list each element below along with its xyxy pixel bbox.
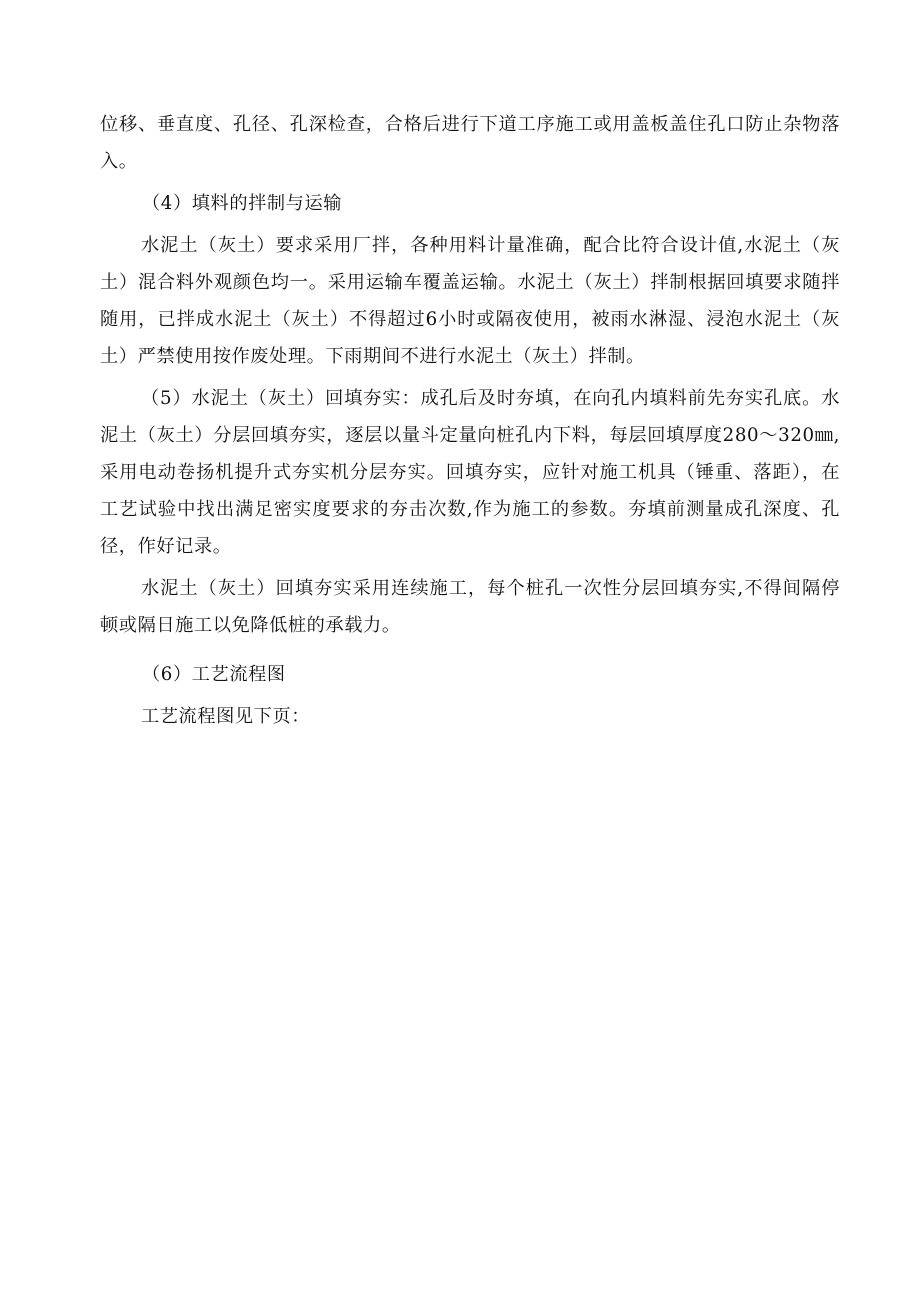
paragraph-hole-inspection: 位移、垂直度、孔径、孔深检查，合格后进行下道工序施工或用盖板盖住孔口防止杂物落入。 [100, 114, 840, 172]
paragraph-backfill-compaction: （5）水泥土（灰土）回填夯实：成孔后及时夯填，在向孔内填料前先夯实孔底。水泥土（灰土）分层回填夯实，逐层以量斗定量向桩孔内下料，每层回填厚度280～320㎜,采用电动卷扬机提升式夯实机分层夯实。回填夯实，应针对施工机具（锤重、落距），在工艺试验中找出满足密实度要求的夯击次数,作为施工的参数。夯填前测量成孔深度、孔径，作好记录。 [100, 388, 840, 557]
section-heading-6: （6）工艺流程图 [142, 664, 286, 685]
paragraph-continuous-construction: 水泥土（灰土）回填夯实采用连续施工，每个桩孔一次性分层回填夯实,不得间隔停顿或隔日施工以免降低桩的承载力。 [100, 578, 840, 636]
paragraph-mixing-transport: 水泥土（灰土）要求采用厂拌，各种用料计量准确，配合比符合设计值,水泥土（灰土）混合料外观颜色均一。采用运输车覆盖运输。水泥土（灰土）拌制根据回填要求随拌随用，已拌成水泥土（灰土）不得超过6小时或隔夜使用，被雨水淋湿、浸泡水泥土（灰土）严禁使用按作废处理。下雨期间不进行水泥土（灰土）拌制。 [100, 235, 840, 367]
document-body [100, 106, 840, 740]
section-heading-4: （4）填料的拌制与运输 [142, 193, 343, 214]
paragraph-flowchart-reference: 工艺流程图见下页： [140, 706, 311, 727]
